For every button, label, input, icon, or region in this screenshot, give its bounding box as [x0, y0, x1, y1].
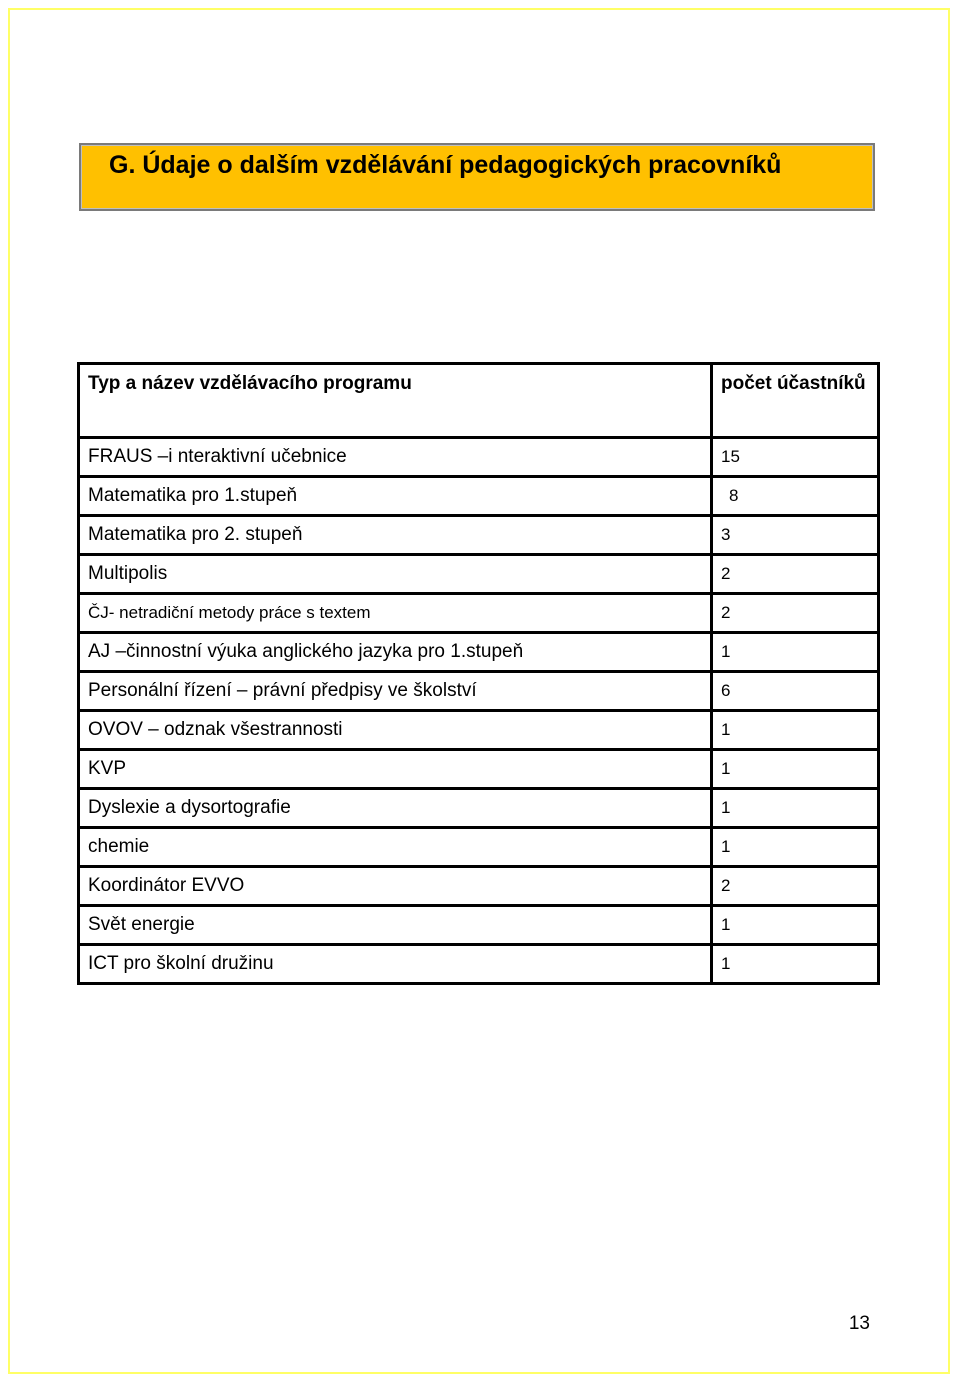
- section-heading-box: [79, 143, 875, 211]
- program-name: Personální řízení – právní předpisy ve školství: [79, 672, 712, 711]
- table-row: [79, 438, 879, 477]
- participant-count: 3: [712, 516, 879, 555]
- participant-count: 6: [712, 672, 879, 711]
- table-row: [79, 711, 879, 750]
- participant-count: 1: [712, 750, 879, 789]
- participant-count: 1: [712, 906, 879, 945]
- participant-count: 1: [712, 633, 879, 672]
- table-row: [79, 633, 879, 672]
- table-row: [79, 828, 879, 867]
- table-row: [79, 594, 879, 633]
- program-name: Matematika pro 1.stupeň: [79, 477, 712, 516]
- program-name: Multipolis: [79, 555, 712, 594]
- page-number: 13: [848, 1313, 870, 1334]
- table-row: [79, 906, 879, 945]
- program-name: Koordinátor EVVO: [79, 867, 712, 906]
- program-name: ICT pro školní družinu: [79, 945, 712, 984]
- table-row: [79, 789, 879, 828]
- section-heading: G. Údaje o dalším vzdělávání pedagogických pracovníků: [109, 151, 782, 179]
- participant-count: 1: [712, 789, 879, 828]
- participant-count: 2: [712, 867, 879, 906]
- table-row: [79, 867, 879, 906]
- participant-count: 1: [712, 945, 879, 984]
- table-row: [79, 945, 879, 984]
- header-participants: počet účastníků: [712, 364, 879, 438]
- table-row: [79, 477, 879, 516]
- program-name: chemie: [79, 828, 712, 867]
- program-name: FRAUS –i nteraktivní učebnice: [79, 438, 712, 477]
- header-program: Typ a název vzdělávacího programu: [79, 364, 712, 438]
- program-name: OVOV – odznak všestrannosti: [79, 711, 712, 750]
- participant-count: 8: [712, 477, 879, 516]
- program-name: ČJ- netradiční metody práce s textem: [79, 594, 712, 633]
- table-row: [79, 750, 879, 789]
- program-name: AJ –činnostní výuka anglického jazyka pro 1.stupeň: [79, 633, 712, 672]
- participant-count: 2: [712, 594, 879, 633]
- training-table: [77, 362, 880, 985]
- table-row: [79, 516, 879, 555]
- program-name: Matematika pro 2. stupeň: [79, 516, 712, 555]
- participant-count: 1: [712, 711, 879, 750]
- program-name: KVP: [79, 750, 712, 789]
- table-row: [79, 555, 879, 594]
- program-name: Dyslexie a dysortografie: [79, 789, 712, 828]
- participant-count: 15: [712, 438, 879, 477]
- table-row: [79, 672, 879, 711]
- table-header-row: [79, 364, 879, 438]
- participant-count: 2: [712, 555, 879, 594]
- program-name: Svět energie: [79, 906, 712, 945]
- participant-count: 1: [712, 828, 879, 867]
